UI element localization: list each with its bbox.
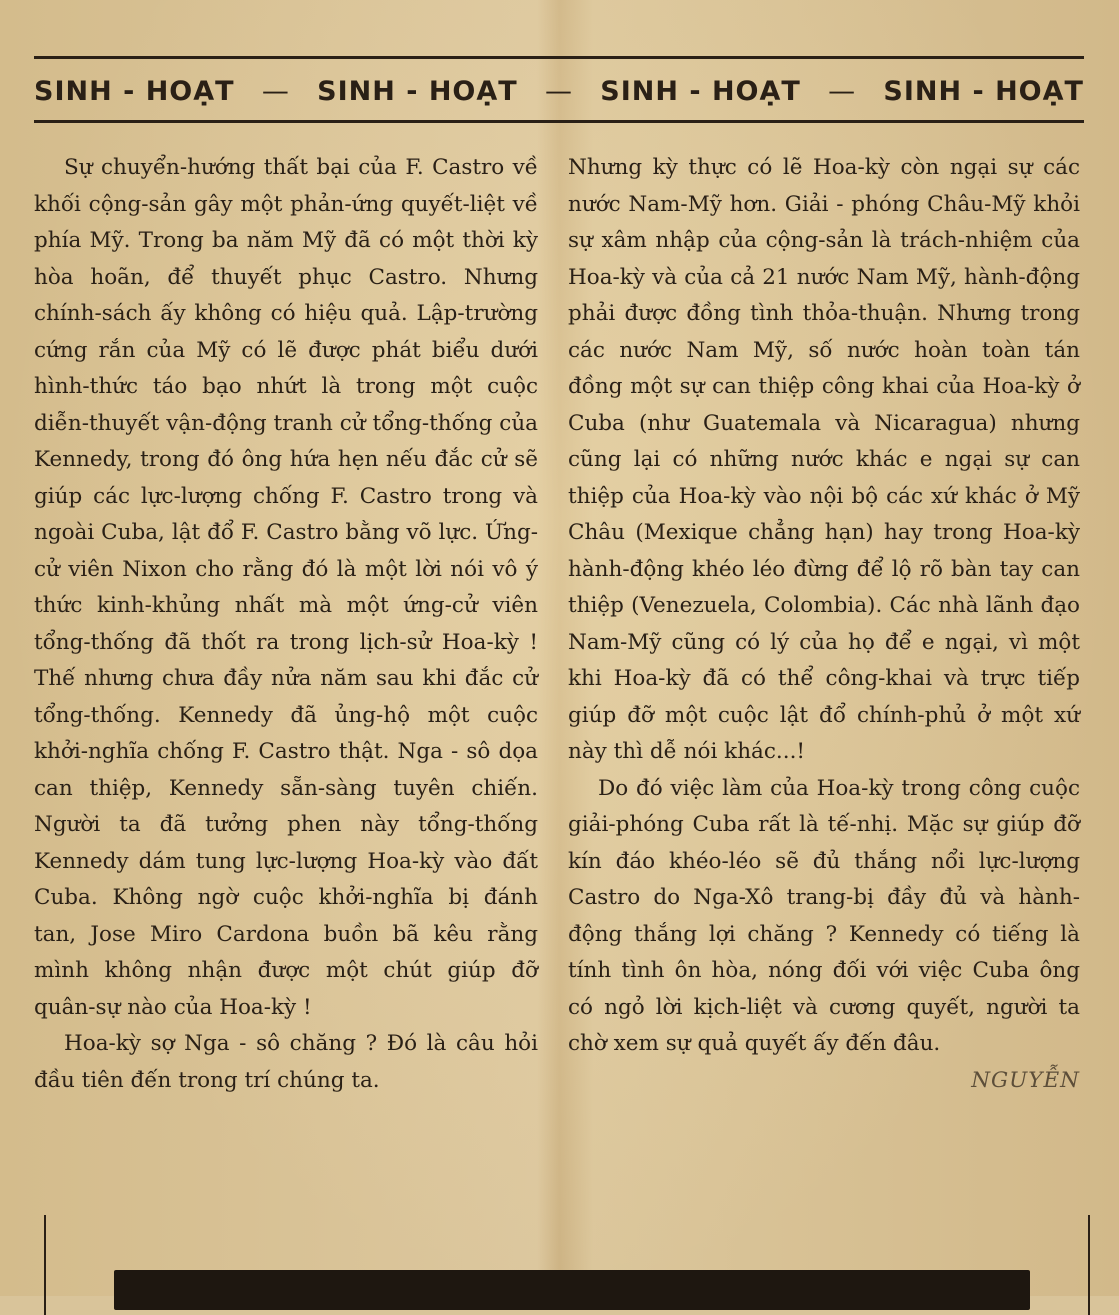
header-separator: — xyxy=(261,75,290,107)
article-paragraph: Hoa-kỳ sợ Nga - sô chăng ? Đó là câu hỏi đầu tiên đến trong trí chúng ta. xyxy=(34,1031,538,1093)
article-left-column xyxy=(34,150,538,1099)
article-paragraph: Do đó việc làm của Hoa-kỳ trong công cuộc giải-phóng Cuba rất là tế-nhị. Mặc sự giúp đỡ kín đáo khéo-léo sẽ đủ thắng nổi lực-lượng Castro do Nga-Xô trang-bị đầy đủ và hành-động thắng lợi chăng ? Kennedy có tiếng là tính tình ôn hòa, nóng đối với việc Cuba ông có ngỏ lời kịch-liệt và cương quyết, người ta chờ xem sự quả quyết ấy đến đâu. xyxy=(568,775,1080,1056)
header-separator: — xyxy=(544,75,573,107)
article-signature: NGUYỄN xyxy=(971,1067,1080,1093)
next-section-box xyxy=(114,1270,1030,1310)
article-paragraph: Nhưng kỳ thực có lẽ Hoa-kỳ còn ngại sự các nước Nam-Mỹ hơn. Giải - phóng Châu-Mỹ khỏi sự xâm nhập của cộng-sản là trách-nhiệm của Hoa-kỳ và của cả 21 nước Nam Mỹ, hành-động phải được đồng tình thỏa-thuận. Nhưng trong các nước Nam Mỹ, số nước hoàn toàn tán đồng một sự can thiệp công khai của Hoa-kỳ ở Cuba (như Guatemala và Nicaragua) nhưng cũng lại có những nước khác e ngại sự can thiệp của Hoa-kỳ vào nội bộ các xứ khác ở Mỹ Châu (Mexique chẳng hạn) hay trong Hoa-kỳ hành-động khéo léo đừng để lộ rõ bàn tay can thiệp (Venezuela, Colombia). Các nhà lãnh đạo Nam-Mỹ cũng có lý của họ để e ngại, vì một khi Hoa-kỳ đã có thể công-khai và trực tiếp giúp đỡ một cuộc lật đổ chính-phủ ở một xứ này thì dễ nói khác...! xyxy=(568,155,1080,764)
header-item: SINH - HOẠT xyxy=(317,75,518,107)
article-paragraph: Sự chuyển-hướng thất bại của F. Castro về khối cộng-sản gây một phản-ứng quyết-liệt về phía Mỹ. Trong ba năm Mỹ đã có một thời kỳ hòa hoãn, để thuyết phục Castro. Nhưng chính-sách ấy không có hiệu quả. Lập-trường cứng rắn của Mỹ có lẽ được phát biểu dưới hình-thức táo bạo nhứt là trong một cuộc diễn-thuyết vận-động tranh cử tổng-thống của Kennedy, trong đó ông hứa hẹn nếu đắc cử sẽ giúp các lực-lượng chống F. Castro trong và ngoài Cuba, lật đổ F. Castro bằng võ lực. Ứng-cử viên Nixon cho rằng đó là một lời nói vô ý thức kinh-khủng nhất mà một ứng-cử viên tổng-thống đã thốt ra trong lịch-sử Hoa-kỳ ! Thế nhưng chưa đầy nửa năm sau khi đắc cử tổng-thống. Kennedy đã ủng-hộ một cuộc khởi-nghĩa chống F. Castro thật. Nga - sô dọa can thiệp, Kennedy sẵn-sàng tuyên chiến. Người ta đã tưởng phen này tổng-thống Kennedy dám tung lực-lượng Hoa-kỳ vào đất Cuba. Không ngờ cuộc khởi-nghĩa bị đánh tan, Jose Miro Cardona buồn bã kêu rằng mình không nhận được một chút giúp đỡ quân-sự nào của Hoa-kỳ ! xyxy=(34,155,538,1020)
header-item: SINH - HOẠT xyxy=(34,75,235,107)
header-top-rule xyxy=(34,56,1084,59)
header-item: SINH - HOẠT xyxy=(883,75,1084,107)
section-header xyxy=(34,66,1084,116)
article-right-column xyxy=(568,150,1080,1099)
header-bottom-rule xyxy=(34,120,1084,123)
header-separator: — xyxy=(828,75,857,107)
header-item: SINH - HOẠT xyxy=(600,75,801,107)
